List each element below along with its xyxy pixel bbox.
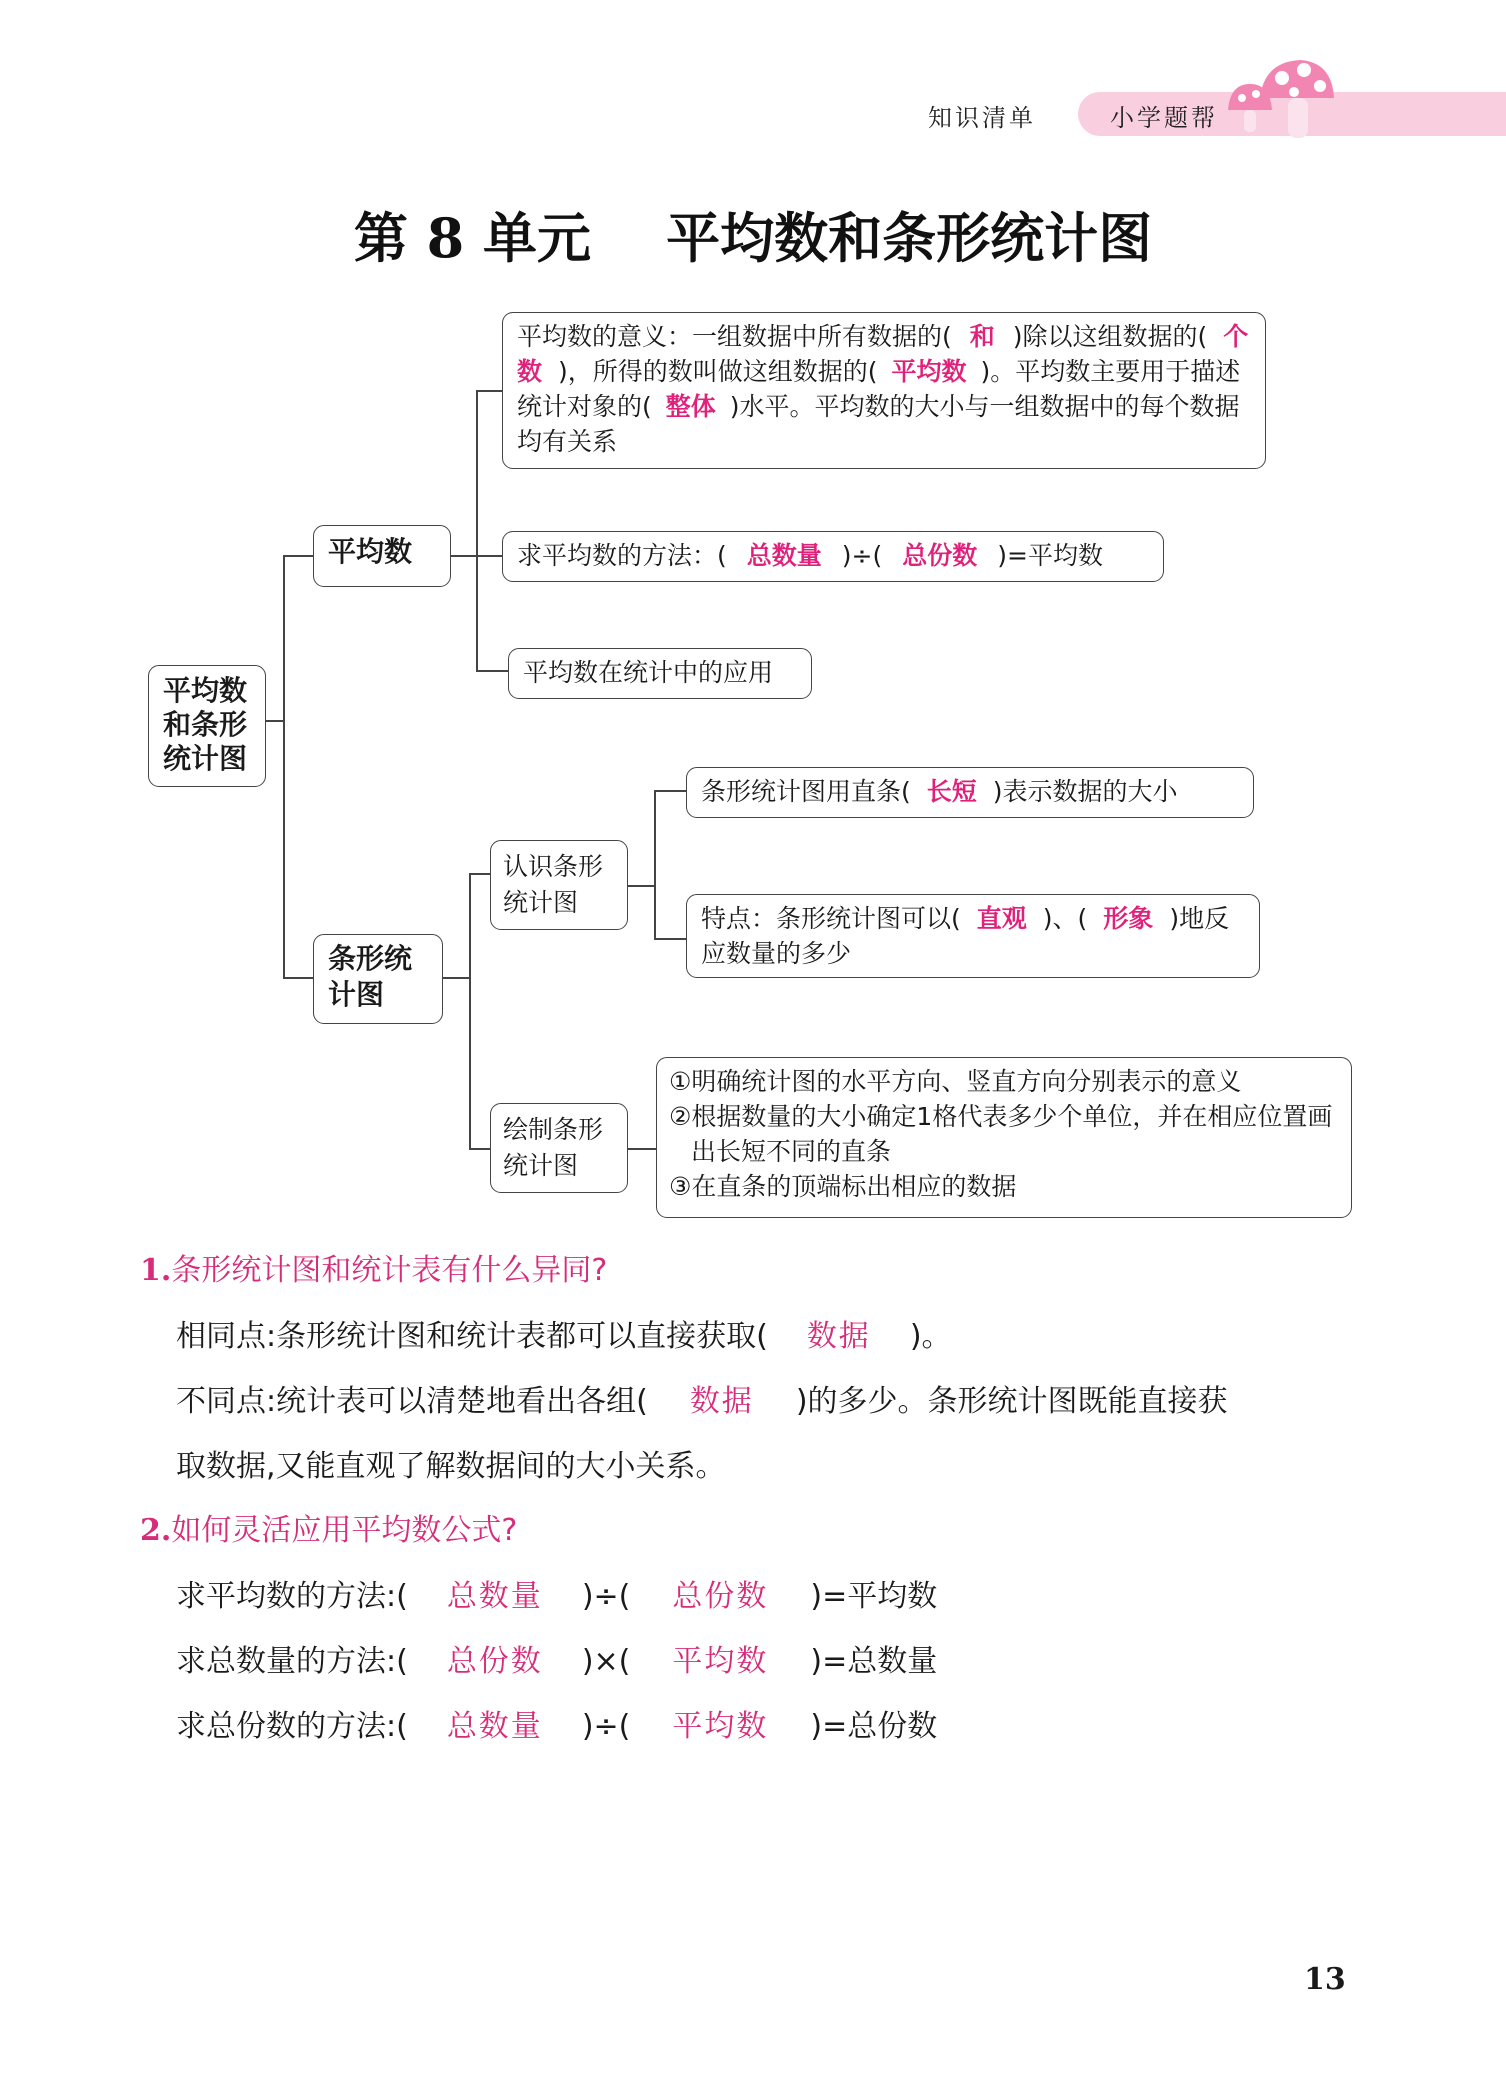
connector (654, 938, 686, 940)
q2-row-answer: 总份数 (672, 1579, 769, 1614)
connector (283, 555, 285, 979)
avg-node (313, 525, 451, 587)
header-section: 知识清单 (928, 104, 1036, 132)
q1-same-text: 相同点:条形统计图和统计表都可以直接获取( (176, 1319, 768, 1354)
q1-diff-cont: 取数据,又能直观了解数据间的大小关系。 (176, 1449, 726, 1484)
root-label: 平均数和条形统计图 (163, 674, 248, 775)
know-feature-answer: 直观 (976, 904, 1027, 933)
connector (654, 790, 656, 940)
avg-meaning-text: )。平均数主要用于描述统计对象的( (517, 357, 1241, 421)
connector (628, 885, 656, 887)
connector (443, 977, 471, 979)
q2-row-op: )×( (581, 1644, 631, 1679)
know-feature-text: )、( (1042, 904, 1088, 933)
q2-title (140, 1505, 517, 1549)
q1-same (176, 1311, 952, 1355)
q2-title-text: 如何灵活应用平均数公式? (171, 1513, 518, 1548)
connector (450, 555, 478, 557)
q2-row-op: )÷( (581, 1709, 631, 1744)
q2-row-answer: 平均数 (672, 1644, 769, 1679)
know-node-label: 认识条形统计图 (503, 852, 604, 917)
draw-step: ②根据数量的大小确定1格代表多少个单位，并在相应位置画出长短不同的直条 (669, 1102, 1333, 1166)
know-feature-text: )地反应数量的多少 (701, 904, 1230, 968)
q2-row-label: 求总份数的方法:( (176, 1709, 408, 1744)
q1-number: 1. (140, 1253, 172, 1288)
know-length-text: )表示数据的大小 (992, 777, 1178, 806)
know-feature-answer: 形象 (1103, 904, 1154, 933)
mushroom-icon (1220, 54, 1340, 150)
avg-meaning-text: )，所得的数叫做这组数据的( (558, 357, 878, 386)
connector (469, 873, 471, 1150)
q1-same-text: )。 (909, 1319, 952, 1354)
avg-apply-text: 平均数在统计中的应用 (523, 658, 774, 687)
q1-same-answer: 数据 (806, 1319, 871, 1354)
q1-diff-text: 不同点:统计表可以清楚地看出各组( (176, 1384, 648, 1419)
q2-row-label: 求平均数的方法:( (176, 1579, 408, 1614)
page-number: 13 (1304, 1962, 1346, 1997)
connector (265, 720, 285, 722)
q2-row-op: )÷( (581, 1579, 631, 1614)
q2-row-label: 求总数量的方法:( (176, 1644, 408, 1679)
avg-node-label: 平均数 (328, 535, 413, 568)
draw-node-label: 绘制条形统计图 (503, 1115, 604, 1180)
connector (476, 555, 502, 557)
avg-meaning-answer: 整体 (665, 392, 716, 421)
know-node (490, 840, 628, 930)
connector (476, 390, 502, 392)
know-length-answer: 长短 (926, 777, 977, 806)
connector (283, 977, 313, 979)
know-length-box (686, 767, 1254, 818)
connector (654, 790, 686, 792)
draw-steps-box (656, 1057, 1352, 1218)
know-length-text: 条形统计图用直条( (701, 777, 911, 806)
connector (476, 390, 478, 672)
avg-meaning-text: 平均数的意义：一组数据中所有数据的( (517, 322, 952, 351)
connector (476, 670, 508, 672)
q1-diff-text: )的多少。条形统计图既能直接获 (795, 1384, 1228, 1419)
avg-method-box (502, 531, 1164, 582)
q2-row (176, 1701, 937, 1745)
q2-number: 2. (140, 1513, 172, 1548)
avg-method-text: 求平均数的方法：( (517, 541, 727, 570)
q2-row-answer: 总数量 (446, 1709, 543, 1744)
avg-meaning-answer: 个数 (517, 322, 1249, 386)
q1-title (140, 1245, 607, 1289)
connector (628, 1148, 656, 1150)
know-feature-text: 特点：条形统计图可以( (701, 904, 961, 933)
q2-row-answer: 总份数 (446, 1644, 543, 1679)
avg-meaning-answer: 和 (969, 322, 995, 351)
bar-node (313, 934, 443, 1024)
avg-apply-box (508, 648, 812, 699)
mindmap-root (148, 665, 266, 787)
draw-step: ③在直条的顶端标出相应的数据 (669, 1172, 1017, 1201)
avg-method-answer: 总数量 (746, 541, 822, 570)
q1-diff (176, 1376, 1228, 1420)
draw-step: ①明确统计图的水平方向、竖直方向分别表示的意义 (669, 1067, 1242, 1096)
avg-method-text: )÷( (841, 541, 883, 570)
avg-method-answer: 总份数 (902, 541, 978, 570)
q2-row-end: )=总份数 (810, 1709, 938, 1744)
q2-row (176, 1636, 937, 1680)
q2-row-end: )=总数量 (810, 1644, 938, 1679)
header-brand: 小学题帮 (1110, 104, 1218, 132)
avg-meaning-answer: 平均数 (891, 357, 967, 386)
q2-row (176, 1571, 937, 1615)
draw-node (490, 1103, 628, 1193)
bar-node-label: 条形统计图 (328, 942, 413, 1011)
q2-row-answer: 总数量 (446, 1579, 543, 1614)
know-feature-box (686, 894, 1260, 978)
page-title: 第 8 单元 平均数和条形统计图 (353, 206, 1153, 270)
avg-method-text: )=平均数 (997, 541, 1103, 570)
connector (283, 555, 313, 557)
avg-meaning-box (502, 312, 1266, 469)
q2-row-end: )=平均数 (810, 1579, 938, 1614)
avg-meaning-text: )除以这组数据的( (1012, 322, 1208, 351)
q2-row-answer: 平均数 (672, 1709, 769, 1744)
q1-title-text: 条形统计图和统计表有什么异同? (171, 1253, 608, 1288)
q1-diff-answer: 数据 (689, 1384, 754, 1419)
avg-meaning-text: )水平。平均数的大小与一组数据中的每个数据均有关系 (517, 392, 1240, 456)
